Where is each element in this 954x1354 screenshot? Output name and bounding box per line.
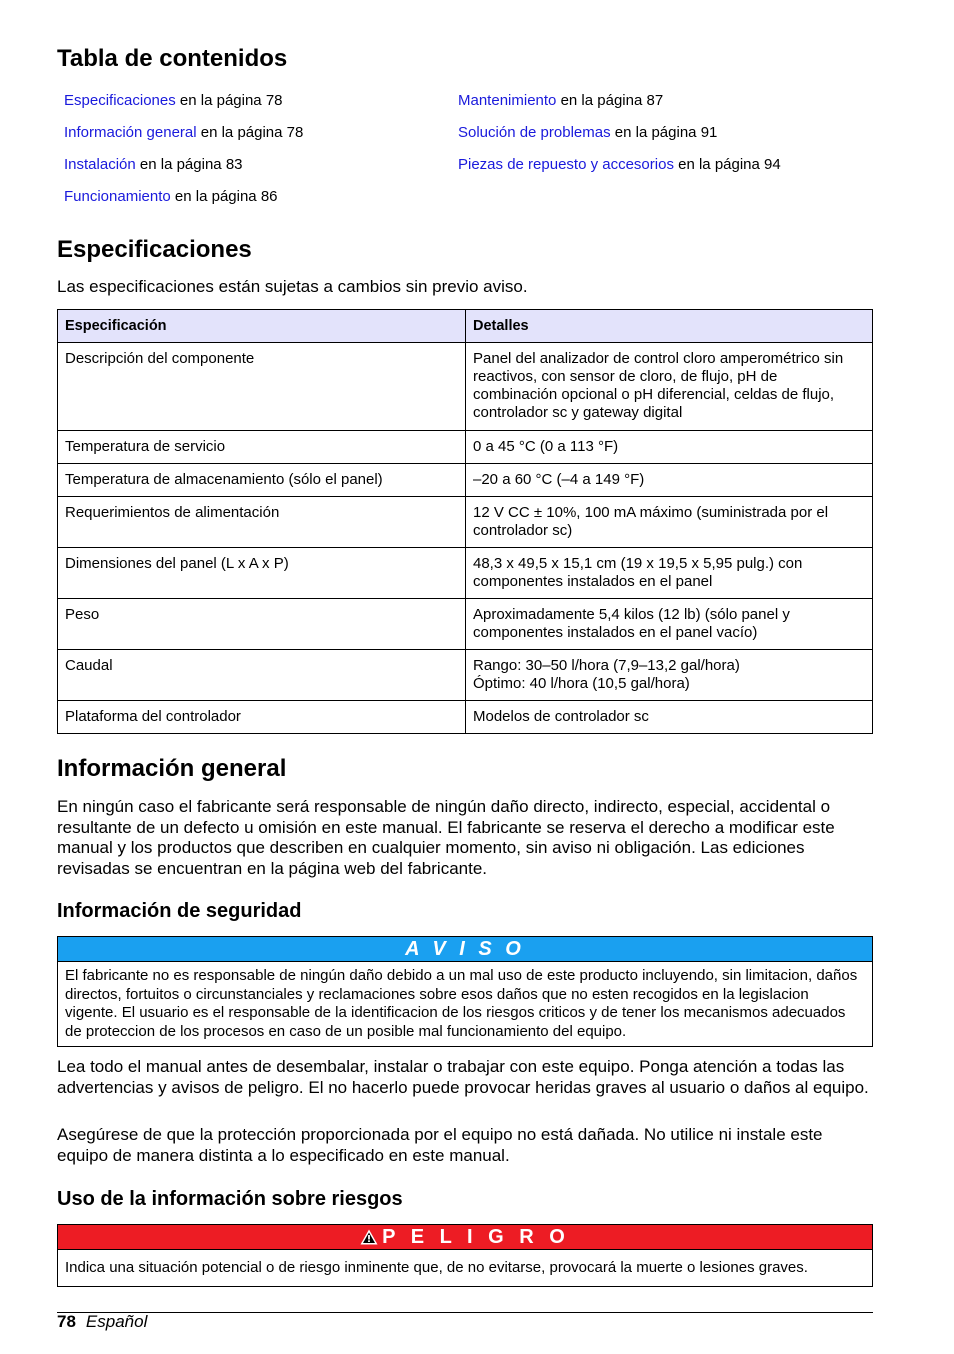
- safety-paragraph-1: Lea todo el manual antes de desembalar, instalar o trabajar con este equipo. Ponga atención a todas las advertencias y avisos de peligro. El no hacerlo puede provocar heridas graves al usuario o daños al equipo.: [57, 1057, 869, 1097]
- spec-name: Dimensiones del panel (L x A x P): [58, 548, 466, 599]
- spec-detail: –20 a 60 °C (–4 a 149 °F): [466, 464, 873, 497]
- page-footer: [57, 1312, 147, 1332]
- toc-suffix: en la página: [560, 92, 643, 109]
- spec-detail: 0 a 45 °C (0 a 113 °F): [466, 431, 873, 464]
- toc-right-column: [458, 90, 781, 186]
- spec-detail: Rango: 30–50 l/hora (7,9–13,2 gal/hora) Óptimo: 40 l/hora (10,5 gal/hora): [466, 650, 873, 701]
- table-row: [58, 343, 873, 431]
- spec-detail: Aproximadamente 5,4 kilos (12 lb) (sólo panel y componentes instalados en el panel vacío): [466, 599, 873, 650]
- toc-link-funcionamiento[interactable]: Funcionamiento: [64, 188, 171, 205]
- toc-page: 87: [646, 92, 664, 109]
- spec-name: Descripción del componente: [58, 343, 466, 431]
- page-number: 78: [57, 1312, 76, 1331]
- safety-title: Información de seguridad: [57, 900, 302, 922]
- toc-link-mantenimiento[interactable]: Mantenimiento: [458, 92, 557, 109]
- table-row: [58, 464, 873, 497]
- toc-item: [64, 186, 303, 218]
- toc-page: 94: [764, 156, 781, 173]
- spec-name: Temperatura de servicio: [58, 431, 466, 464]
- table-row: [58, 599, 873, 650]
- footer-divider: [57, 1312, 873, 1313]
- table-row: [58, 431, 873, 464]
- spec-detail: Modelos de controlador sc: [466, 701, 873, 734]
- notice-label: A V I S O: [58, 937, 872, 962]
- spec-name: Plataforma del controlador: [58, 701, 466, 734]
- toc-suffix: en la página: [179, 92, 262, 109]
- toc-link-instalacion[interactable]: Instalación: [64, 156, 136, 173]
- toc-title: Tabla de contenidos: [57, 45, 288, 72]
- spec-name: Requerimientos de alimentación: [58, 497, 466, 548]
- toc-page: 83: [225, 156, 243, 173]
- toc-left-column: [64, 90, 303, 218]
- toc-item: [64, 154, 303, 186]
- toc-page: 86: [260, 188, 278, 205]
- spec-detail: Panel del analizador de control cloro amperométrico sin reactivos, con sensor de cloro, de flujo, pH de combinación opcional o pH diferencial, celdas de flujo, controlador sc y gateway digital: [466, 343, 873, 431]
- notice-box: [57, 936, 873, 1047]
- table-row: [58, 701, 873, 734]
- toc-link-piezas-de-repuesto[interactable]: Piezas de repuesto y accesorios: [458, 156, 674, 173]
- table-row: [58, 548, 873, 599]
- table-header-row: [58, 310, 873, 343]
- general-title: Información general: [57, 755, 287, 782]
- toc-suffix: en la página: [174, 188, 257, 205]
- spec-name: Temperatura de almacenamiento (sólo el panel): [58, 464, 466, 497]
- specs-intro: Las especificaciones están sujetas a cambios sin previo aviso.: [57, 277, 528, 296]
- toc-suffix: en la página: [139, 156, 222, 173]
- spec-detail: 12 V CC ± 10%, 100 mA máximo (suministrada por el controlador sc): [466, 497, 873, 548]
- toc-item: [458, 122, 781, 154]
- toc-item: [64, 122, 303, 154]
- toc-page: 91: [700, 124, 718, 141]
- toc-link-informacion-general[interactable]: Información general: [64, 124, 197, 141]
- toc-item: [64, 90, 303, 122]
- toc-item: [458, 90, 781, 122]
- table-row: [58, 497, 873, 548]
- warning-triangle-icon: [360, 1227, 378, 1252]
- table-row: [58, 650, 873, 701]
- toc-suffix: en la página: [200, 124, 283, 141]
- safety-paragraph-2: Asegúrese de que la protección proporcionada por el equipo no está dañada. No utilice ni instale este equipo de manera distinta a lo especificado en este manual.: [57, 1125, 823, 1165]
- toc-page: 78: [286, 124, 304, 141]
- danger-header: [58, 1225, 872, 1250]
- toc-suffix: en la página: [614, 124, 697, 141]
- general-text: En ningún caso el fabricante será responsable de ningún daño directo, indirecto, especial, accidental o resultante de un defecto u omisión en este manual. El fabricante se reserva el derecho a modificar este manual y los productos que describen en cualquier momento, sin aviso ni obligación. Las ediciones revisadas se encuentran en la página web del fabricante.: [57, 797, 835, 878]
- specs-title: Especificaciones: [57, 236, 252, 263]
- danger-label: P E L I G R O: [382, 1226, 570, 1248]
- footer-language: Español: [85, 1312, 148, 1331]
- specs-table: [57, 309, 873, 734]
- toc-suffix: en la página: [678, 156, 760, 173]
- spec-detail: 48,3 x 49,5 x 15,1 cm (19 x 19,5 x 5,95 pulg.) con componentes instalados en el panel: [466, 548, 873, 599]
- spec-name: Peso: [58, 599, 466, 650]
- column-header: Especificación: [58, 310, 466, 343]
- toc-link-especificaciones[interactable]: Especificaciones: [64, 92, 176, 109]
- column-header: Detalles: [466, 310, 873, 343]
- danger-box: [57, 1224, 873, 1287]
- toc-item: [458, 154, 781, 186]
- notice-text: El fabricante no es responsable de ningún daño debido a un mal uso de este producto incluyendo, sin limitacion, daños directos, fortuitos o circunstanciales y reclamaciones sobre esos daños que no esten recogidos en la legislacion vigente. El usuario es el responsable de la identificacion de los riesgos criticos y de tener los mecanismos adecuados de proteccion de los procesos en caso de un posible mal funcionamiento del equipo.: [65, 967, 858, 1040]
- spec-name: Caudal: [58, 650, 466, 701]
- danger-text: Indica una situación potencial o de riesgo inminente que, de no evitarse, provocará la muerte o lesiones graves.: [65, 1259, 808, 1276]
- toc-page: 78: [265, 92, 283, 109]
- toc-link-solucion-de-problemas[interactable]: Solución de problemas: [458, 124, 611, 141]
- hazard-title: Uso de la información sobre riesgos: [57, 1188, 403, 1210]
